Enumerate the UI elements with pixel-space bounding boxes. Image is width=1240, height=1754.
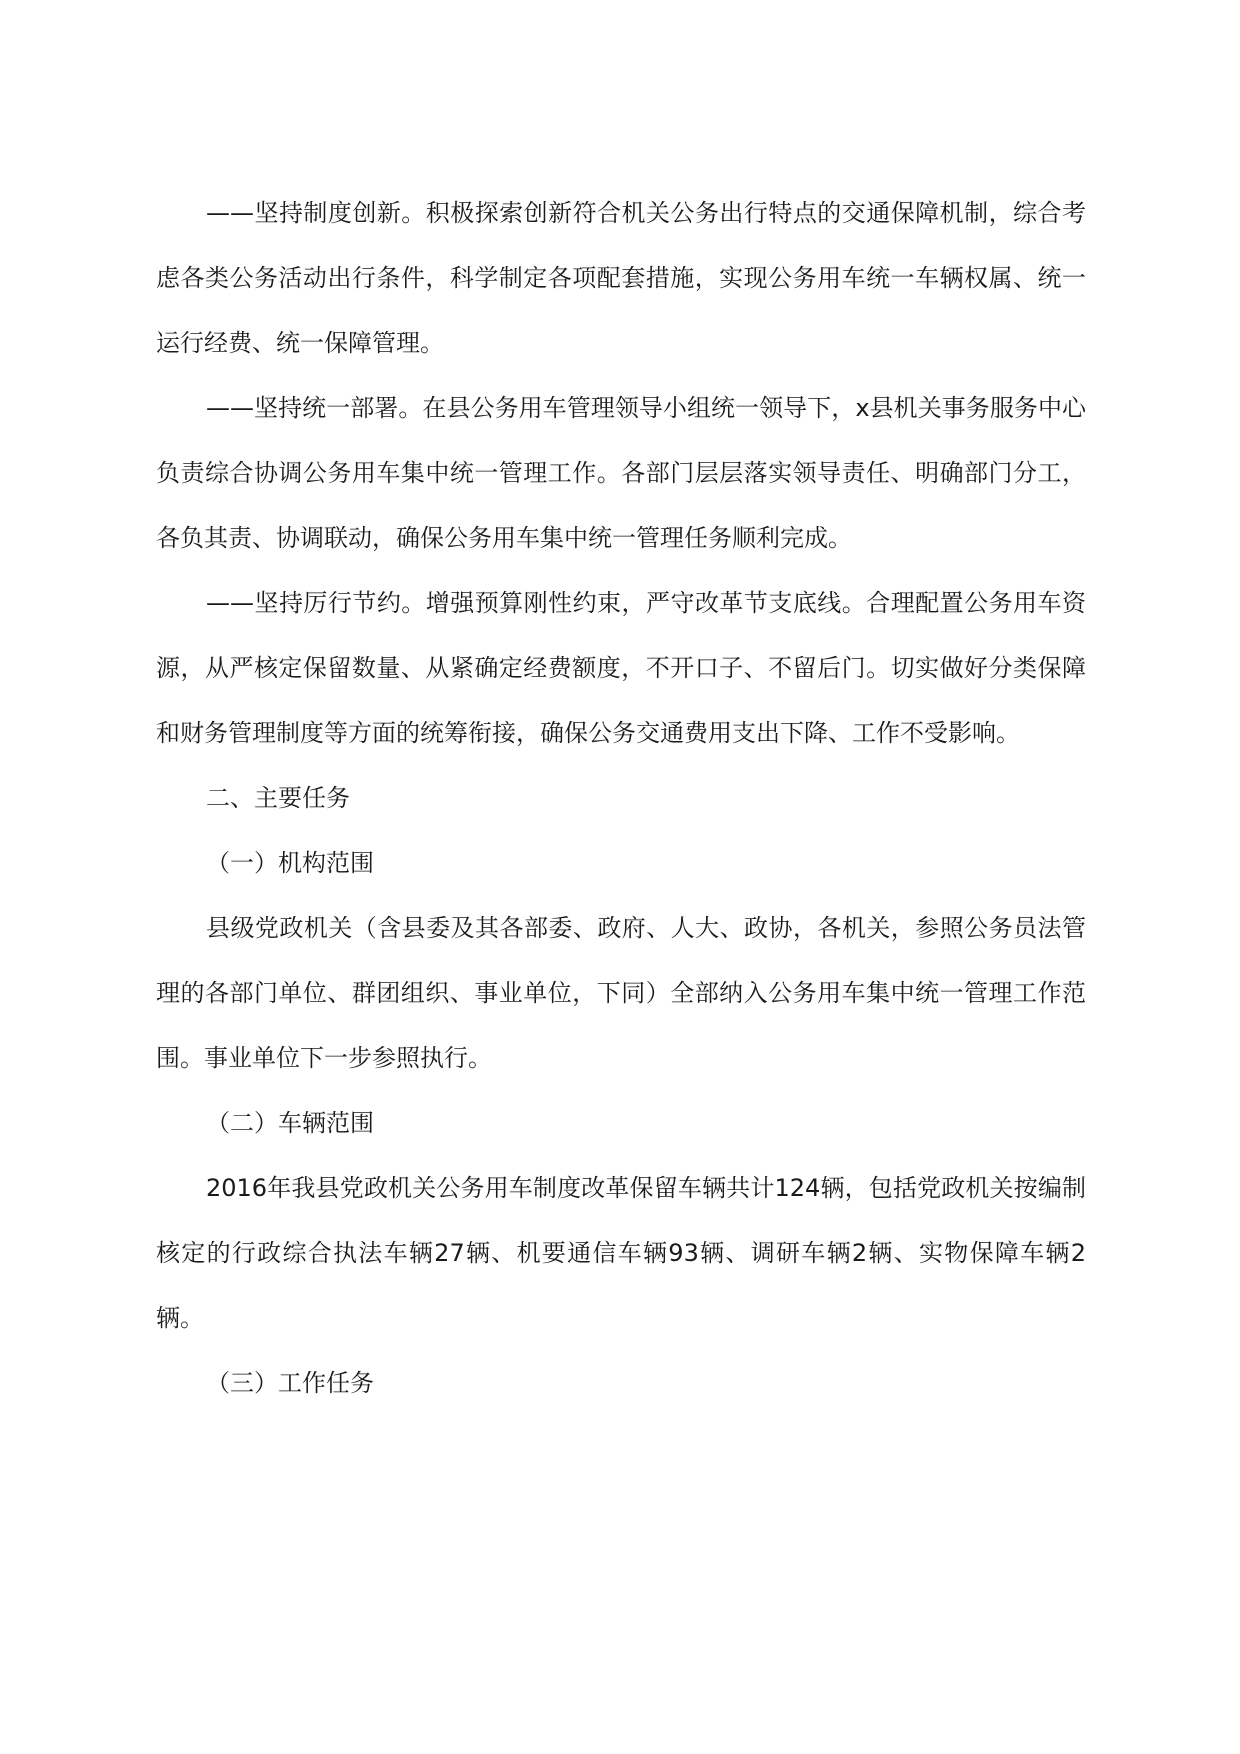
paragraph-institutional-innovation: ——坚持制度创新。积极探索创新符合机关公务出行特点的交通保障机制，综合考虑各类公务活动出行条件，科学制定各项配套措施，实现公务用车统一车辆权属、统一运行经费、统一保障管理。 [156, 199, 1086, 357]
paragraph-unified-deployment: ——坚持统一部署。在县公务用车管理领导小组统一领导下，x县机关事务服务中心负责综合协调公务用车集中统一管理工作。各部门层层落实领导责任、明确部门分工，各负其责、协调联动，确保公务用车集中统一管理任务顺利完成。 [156, 394, 1086, 552]
section-heading-main-tasks: 二、主要任务 [206, 784, 350, 812]
paragraph-vehicle-scope: 2016年我县党政机关公务用车制度改革保留车辆共计124辆，包括党政机关按编制核定的行政综合执法车辆27辆、机要通信车辆93辆、调研车辆2辆、实物保障车辆2辆。 [156, 1174, 1086, 1332]
paragraph-thrift: ——坚持厉行节约。增强预算刚性约束，严守改革节支底线。合理配置公务用车资源，从严核定保留数量、从紧确定经费额度，不开口子、不留后门。切实做好分类保障和财务管理制度等方面的统筹衔接，确保公务交通费用支出下降、工作不受影响。 [156, 589, 1086, 747]
subheading-institution-scope: （一）机构范围 [206, 849, 374, 877]
paragraph-institution-scope: 县级党政机关（含县委及其各部委、政府、人大、政协，各机关，参照公务员法管理的各部门单位、群团组织、事业单位，下同）全部纳入公务用车集中统一管理工作范围。事业单位下一步参照执行。 [156, 914, 1086, 1072]
subheading-work-tasks: （三）工作任务 [206, 1369, 374, 1397]
document-page [156, 181, 1086, 1416]
subheading-vehicle-scope: （二）车辆范围 [206, 1109, 374, 1137]
